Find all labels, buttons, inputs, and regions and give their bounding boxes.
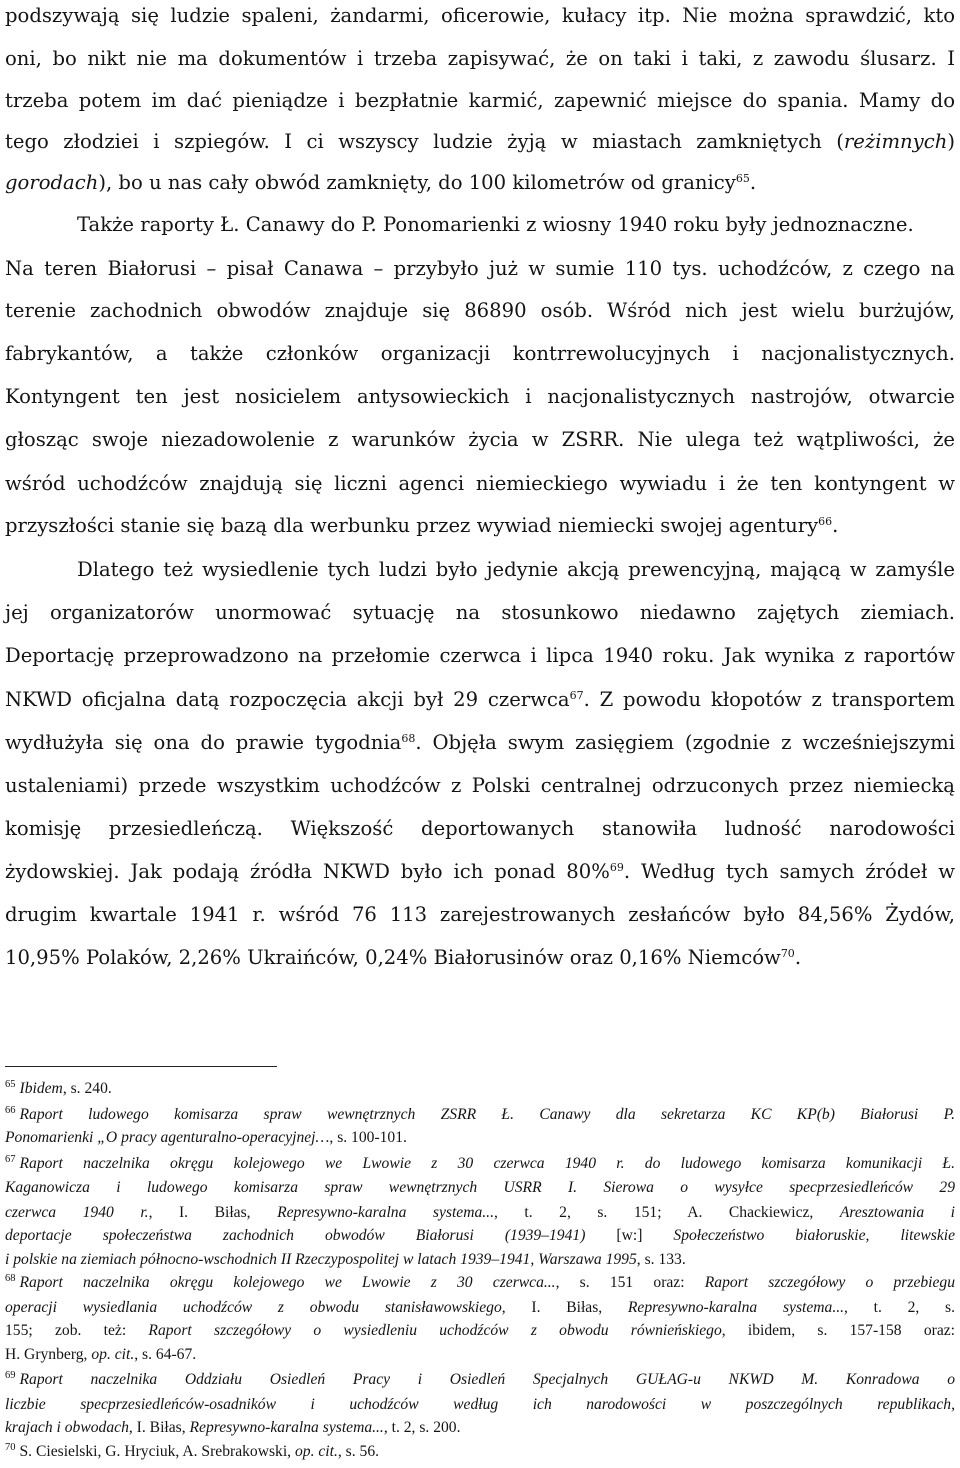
footnote-line: $^{65}$ Ibidem, s. 240. [5,1079,112,1097]
text-line: drugim kwartale 1941 r. wśród 76 113 zarejestrowanych zesłańców było 84,56% Żydów, [5,903,955,926]
footnote-line: operacji wysiedlania uchodźców z obwodu stanisławowskiego, I. Biłas, Represywno-karalna systema..., t. 2, s. [5,1299,955,1316]
footnote-ref[interactable]: 65 [735,172,750,185]
footnote-separator [5,1066,277,1067]
text-line: NKWD oficjalna datą rozpoczęcia akcji był 29 czerwca$^{67}$. Z powodu kłopotów z transportem [5,688,955,711]
text-line: gorodach), bo u nas cały obwód zamknięty, do 100 kilometrów od granicy$^{65}$. [5,171,757,194]
text-line: Także raporty Ł. Canawy do P. Ponomarienki z wiosny 1940 roku były jednoznaczne. [77,213,914,236]
text-line: oni, bo nikt nie ma dokumentów i trzeba zapisywać, że on taki i taki, z zawodu ślusarz. I [5,47,955,70]
footnote-ref[interactable]: 70 [780,947,795,960]
text-line: wydłużyła się ona do prawie tygodnia$^{68}$. Objęła swym zasięgiem (zgodnie z wcześniejszymi [5,731,955,754]
text-line: wśród uchodźców znajdują się liczni agenci niemieckiego wywiadu i że ten kontyngent w [5,472,955,495]
footnote-line: liczbie specprzesiedleńców-osadników i uchodźców według ich narodowości w poszczególnych republikach, [5,1396,955,1413]
footnote-line: Ponomarienki „O pracy agenturalno-operacyjnej…, s. 100-101. [5,1129,407,1146]
footnote-line: $^{69}$ Raport naczelnika Oddziału Osiedleń Pracy i Osiedleń Specjalnych GUŁAG-u NKWD M. Konradowa o [5,1370,955,1388]
footnote-ref[interactable]: 68 [401,732,416,745]
footnote-ref[interactable]: 67 [569,689,584,702]
text-line: Na teren Białorusi – pisał Canawa – przybyło już w sumie 110 tys. uchodźców, z czego na [5,257,955,280]
text-line: komisję przesiedleńczą. Większość deportowanych stanowiła ludność narodowości [5,817,955,840]
footnote-line: Kaganowicza i ludowego komisarza spraw wewnętrznych USRR I. Sierowa o wysyłce specprzesiedleńców 29 [5,1179,955,1196]
footnote-line: krajach i obwodach, I. Biłas, Represywno-karalna systema..., t. 2, s. 200. [5,1419,461,1436]
footnote-line: i polskie na ziemiach północno-wschodnich II Rzeczypospolitej w latach 1939–1941, Warszawa 1995, s. 133. [5,1251,686,1268]
footnote-line: H. Grynberg, op. cit., s. 64-67. [5,1346,197,1363]
text-line: żydowskiej. Jak podają źródła NKWD było ich ponad 80%$^{69}$. Według tych samych źródeł w [5,860,955,883]
footnote-line: deportacje społeczeństwa zachodnich obwodów Białorusi (1939–1941) [w:] Społeczeństwo białoruskie, litewskie [5,1227,956,1244]
text-line: Dlatego też wysiedlenie tych ludzi było jedynie akcją prewencyjną, mającą w zamyśle [77,558,955,581]
footnote-line: czerwca 1940 r., I. Biłas, Represywno-karalna systema..., t. 2, s. 151; A. Chackiewicz, Aresztowania i [5,1204,956,1221]
text-line: ustaleniami) przede wszystkim uchodźców z Polski centralnej odrzuconych przez niemiecką [5,774,955,797]
text-line: Deportację przeprowadzono na przełomie czerwca i lipca 1940 roku. Jak wynika z raportów [5,644,955,667]
footnote-ref[interactable]: 66 [818,515,833,528]
footnote-line: $^{67}$ Raport naczelnika okręgu kolejowego we Lwowie z 30 czerwca 1940 r. do ludowego komisarza komunikacji Ł. [5,1154,955,1172]
text-line: 10,95% Polaków, 2,26% Ukraińców, 0,24% Białorusinów oraz 0,16% Niemców$^{70}$. [5,946,802,969]
text-line: fabrykantów, a także członków organizacji kontrrewolucyjnych i nacjonalistycznych. [5,342,955,365]
text-line: tego złodziei i szpiegów. I ci wszyscy ludzie żyją w miastach zamkniętych (reżimnych) [5,130,955,153]
footnote-line: $^{66}$ Raport ludowego komisarza spraw wewnętrznych ZSRR Ł. Canawy dla sekretarza KC KP(b) Białorusi P. [5,1105,955,1123]
text-line: głosząc swoje niezadowolenie z warunków życia w ZSRR. Nie ulega też wątpliwości, że [5,428,955,451]
text-line: Kontyngent ten jest nosicielem antysowieckich i nacjonalistycznych nastrojów, otwarcie [5,385,955,408]
footnote-ref[interactable]: 69 [609,861,624,874]
text-line: podszywają się ludzie spaleni, żandarmi, oficerowie, kułacy itp. Nie można sprawdzić, kto [5,4,955,27]
text-line: trzeba potem im dać pieniądze i bezpłatnie karmić, zapewnić miejsce do spania. Mamy do [5,89,955,112]
text-line: terenie zachodnich obwodów znajduje się 86890 osób. Wśród nich jest wielu burżujów, [5,299,955,322]
text-line: jej organizatorów unormować sytuację na stosunkowo niedawno zajętych ziemiach. [5,601,955,624]
footnote-line: $^{70}$ S. Ciesielski, G. Hryciuk, A. Srebrakowski, op. cit., s. 56. [5,1442,380,1460]
footnote-line: 155; zob. też: Raport szczegółowy o wysiedleniu uchodźców z obwodu równieńskiego, ibidem, s. 157-158 oraz: [5,1322,955,1339]
footnote-line: $^{68}$ Raport naczelnika okręgu kolejowego we Lwowie z 30 czerwca..., s. 151 oraz: Raport szczegółowy o przebiegu [5,1273,956,1291]
text-line: przyszłości stanie się bazą dla werbunku przez wywiad niemiecki swojej agentury$^{66}$. [5,514,839,537]
